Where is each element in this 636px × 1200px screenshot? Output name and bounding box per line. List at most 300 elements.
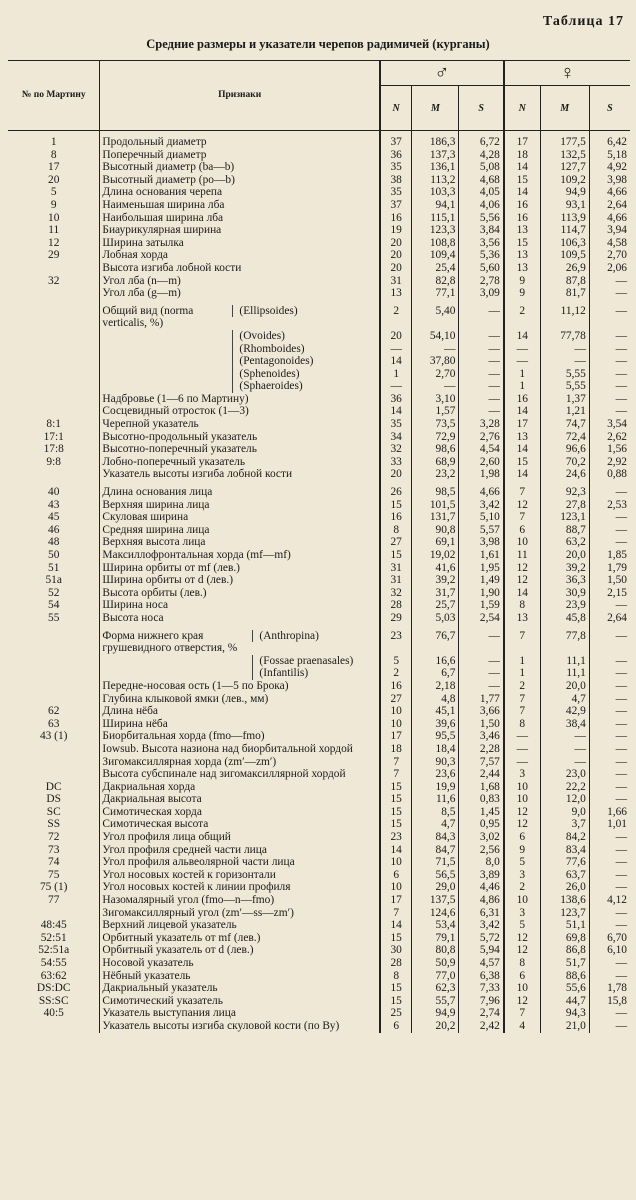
male-n-cell: 14	[380, 355, 412, 368]
table-row	[8, 418, 630, 431]
table-row	[8, 932, 630, 945]
male-n-cell: 29	[380, 612, 412, 625]
row-number: 10	[48, 211, 60, 224]
female-sd-cell: —	[589, 655, 630, 668]
male-sd-cell: 3,89	[459, 869, 504, 882]
female-n-cell: 9	[504, 275, 540, 288]
table-row	[8, 330, 630, 343]
female-sd-cell: —	[589, 743, 630, 756]
row-number	[8, 287, 100, 300]
female-mean-cell: 72,4	[540, 431, 589, 444]
table-row	[8, 562, 630, 575]
male-n-cell: —	[380, 380, 412, 393]
row-feature: Ширина орбиты от mf (лев.)	[100, 562, 380, 575]
male-sd-cell: 3,42	[459, 499, 504, 512]
row-feature: Угол профиля лица общий	[100, 831, 380, 844]
row-number: 9:8	[46, 455, 61, 468]
table-row	[8, 693, 630, 706]
row-number	[8, 468, 100, 481]
table-row	[8, 405, 630, 418]
female-n-cell: 18	[504, 149, 540, 162]
male-n-cell: 30	[380, 944, 412, 957]
female-n-cell: 1	[504, 667, 540, 680]
male-mean-cell: 2,70	[412, 368, 459, 381]
female-n-cell: 13	[504, 249, 540, 262]
group-feature-cell	[100, 380, 380, 393]
female-sd-cell: —	[589, 856, 630, 869]
male-mean-cell: 90,8	[412, 524, 459, 537]
female-n-cell: 6	[504, 524, 540, 537]
male-sd-cell: 3,42	[459, 919, 504, 932]
header-male-s: S	[459, 86, 504, 131]
female-sd-cell: 2,62	[589, 431, 630, 444]
header-female-n: N	[504, 86, 540, 131]
male-sd-cell: 6,38	[459, 970, 504, 983]
row-number: 32	[48, 274, 60, 287]
table-row	[8, 919, 630, 932]
male-mean-cell: 4,7	[412, 818, 459, 831]
male-mean-cell: 94,1	[412, 199, 459, 212]
male-mean-cell: 39,2	[412, 574, 459, 587]
female-mean-cell: 88,6	[540, 970, 589, 983]
female-n-cell: 13	[504, 262, 540, 275]
female-n-cell: 1	[504, 368, 540, 381]
male-sd-cell: 1,90	[459, 587, 504, 600]
group-feature-cell	[100, 625, 380, 655]
male-mean-cell: 16,6	[412, 655, 459, 668]
female-n-cell: 16	[504, 393, 540, 406]
male-n-cell: 16	[380, 511, 412, 524]
female-mean-cell: 24,6	[540, 468, 589, 481]
male-mean-cell: 69,1	[412, 536, 459, 549]
female-mean-cell: 39,2	[540, 562, 589, 575]
male-mean-cell: 25,7	[412, 599, 459, 612]
table-row	[8, 431, 630, 444]
male-n-cell: 20	[380, 468, 412, 481]
female-sd-cell: 2,15	[589, 587, 630, 600]
female-mean-cell: 23,0	[540, 768, 589, 781]
row-feature: Угол носовых костей к горизонтали	[100, 869, 380, 882]
female-mean-cell: 94,3	[540, 1007, 589, 1020]
table-row	[8, 856, 630, 869]
female-sd-cell: —	[589, 667, 630, 680]
male-mean-cell: 90,3	[412, 756, 459, 769]
row-number: 43 (1)	[39, 730, 68, 743]
male-sd-cell: 5,08	[459, 161, 504, 174]
row-feature: Угол лба (g—m)	[100, 287, 380, 300]
female-sd-cell: 1,79	[589, 562, 630, 575]
male-n-cell: 33	[380, 456, 412, 469]
female-sd-cell: 4,58	[589, 237, 630, 250]
male-mean-cell: 186,3	[412, 131, 459, 149]
male-n-cell: 7	[380, 907, 412, 920]
male-n-cell: 26	[380, 481, 412, 499]
row-feature: Скуловая ширина	[100, 511, 380, 524]
male-n-cell: 20	[380, 330, 412, 343]
male-mean-cell: 19,9	[412, 781, 459, 794]
table-row	[8, 768, 630, 781]
male-mean-cell: 98,6	[412, 443, 459, 456]
female-mean-cell: 11,12	[540, 300, 589, 330]
female-sd-cell: 6,70	[589, 932, 630, 945]
female-sd-cell: —	[589, 919, 630, 932]
male-sd-cell: 7,33	[459, 982, 504, 995]
female-n-cell: 5	[504, 856, 540, 869]
table-row	[8, 730, 630, 743]
female-n-cell: —	[504, 730, 540, 743]
female-sd-cell: —	[589, 599, 630, 612]
row-feature: Длина нёба	[100, 705, 380, 718]
row-number: 17:1	[43, 430, 64, 443]
male-mean-cell: 124,6	[412, 907, 459, 920]
row-number	[8, 1020, 100, 1033]
group-feature-cell	[100, 330, 380, 343]
table-row	[8, 844, 630, 857]
male-mean-cell: 101,5	[412, 499, 459, 512]
female-n-cell: 10	[504, 781, 540, 794]
male-sd-cell: —	[459, 368, 504, 381]
row-feature: Симотическая хорда	[100, 806, 380, 819]
male-sd-cell: 1,68	[459, 781, 504, 794]
male-n-cell: 6	[380, 1020, 412, 1033]
female-mean-cell: 177,5	[540, 131, 589, 149]
row-number: 75 (1)	[39, 881, 68, 894]
female-sd-cell: —	[589, 705, 630, 718]
row-feature: Сосцевидный отросток (1—3)	[100, 405, 380, 418]
row-number: 43	[48, 498, 60, 511]
male-sd-cell: 3,09	[459, 287, 504, 300]
female-sd-cell: 1,56	[589, 443, 630, 456]
female-n-cell: 1	[504, 655, 540, 668]
female-mean-cell: 94,9	[540, 186, 589, 199]
male-sd-cell: 1,77	[459, 693, 504, 706]
female-n-cell: 7	[504, 481, 540, 499]
female-mean-cell: 77,6	[540, 856, 589, 869]
male-mean-cell: 25,4	[412, 262, 459, 275]
row-feature: Высота носа	[100, 612, 380, 625]
row-number: 45	[48, 511, 60, 524]
table-row	[8, 199, 630, 212]
table-row	[8, 149, 630, 162]
male-mean-cell: 73,5	[412, 418, 459, 431]
female-n-cell: 9	[504, 287, 540, 300]
row-number: 52:51	[40, 931, 67, 944]
female-mean-cell: 77,8	[540, 625, 589, 655]
table-body	[8, 131, 630, 1033]
male-mean-cell: 3,10	[412, 393, 459, 406]
male-mean-cell: 108,8	[412, 237, 459, 250]
female-mean-cell: 93,1	[540, 199, 589, 212]
row-number: 8:1	[46, 418, 61, 431]
row-number: 75	[48, 868, 60, 881]
male-sd-cell: 2,78	[459, 275, 504, 288]
row-number: 55	[48, 611, 60, 624]
male-n-cell: 34	[380, 431, 412, 444]
table-row	[8, 249, 630, 262]
table-row	[8, 793, 630, 806]
female-sd-cell: 4,66	[589, 212, 630, 225]
row-feature: Нёбный указатель	[100, 970, 380, 983]
male-sd-cell: 3,98	[459, 536, 504, 549]
female-sd-cell: —	[589, 393, 630, 406]
female-n-cell: 1	[504, 380, 540, 393]
female-mean-cell: —	[540, 355, 589, 368]
table-row	[8, 894, 630, 907]
row-feature: Длина основания черепа	[100, 186, 380, 199]
female-sd-cell: —	[589, 481, 630, 499]
table-row	[8, 443, 630, 456]
male-n-cell: 10	[380, 881, 412, 894]
row-number	[8, 368, 100, 381]
male-n-cell: 28	[380, 957, 412, 970]
female-sd-cell: —	[589, 793, 630, 806]
female-n-cell: 17	[504, 131, 540, 149]
female-sd-cell: —	[589, 970, 630, 983]
table-row	[8, 655, 630, 668]
female-mean-cell: 84,2	[540, 831, 589, 844]
table-row	[8, 781, 630, 794]
female-n-cell: 7	[504, 693, 540, 706]
male-mean-cell: 115,1	[412, 212, 459, 225]
row-number: 29	[48, 249, 60, 262]
male-sd-cell: 0,95	[459, 818, 504, 831]
female-sd-cell: —	[589, 781, 630, 794]
male-sd-cell: 5,60	[459, 262, 504, 275]
female-mean-cell: 92,3	[540, 481, 589, 499]
female-mean-cell: 4,7	[540, 693, 589, 706]
male-sd-cell: 5,57	[459, 524, 504, 537]
female-n-cell: 10	[504, 894, 540, 907]
row-number: 17:8	[43, 443, 64, 456]
female-n-cell: 2	[504, 300, 540, 330]
female-n-cell: 12	[504, 562, 540, 575]
table-row	[8, 680, 630, 693]
female-n-cell: 14	[504, 330, 540, 343]
female-sd-cell: 1,66	[589, 806, 630, 819]
female-mean-cell: 26,0	[540, 881, 589, 894]
male-sd-cell: 2,28	[459, 743, 504, 756]
male-n-cell: 14	[380, 919, 412, 932]
male-n-cell: 19	[380, 224, 412, 237]
row-feature: Назомалярный угол (fmo—n—fmo)	[100, 894, 380, 907]
table-row	[8, 468, 630, 481]
male-sd-cell: 0,83	[459, 793, 504, 806]
female-mean-cell: 69,8	[540, 932, 589, 945]
male-mean-cell: 53,4	[412, 919, 459, 932]
group-feature-cell	[100, 368, 380, 381]
female-n-cell: 7	[504, 705, 540, 718]
table-row	[8, 743, 630, 756]
table-row	[8, 612, 630, 625]
female-n-cell: 2	[504, 680, 540, 693]
row-feature: Орбитный указатель от mf (лев.)	[100, 932, 380, 945]
female-sd-cell: 6,10	[589, 944, 630, 957]
female-n-cell: 3	[504, 907, 540, 920]
female-mean-cell: 5,55	[540, 380, 589, 393]
row-number: 12	[48, 236, 60, 249]
row-feature: Надбровье (1—6 по Мартину)	[100, 393, 380, 406]
male-n-cell: 14	[380, 405, 412, 418]
table-row	[8, 995, 630, 1008]
female-n-cell: —	[504, 343, 540, 356]
female-mean-cell: 11,1	[540, 655, 589, 668]
male-mean-cell: 54,10	[412, 330, 459, 343]
female-n-cell: 5	[504, 919, 540, 932]
table-row	[8, 625, 630, 655]
female-sd-cell: 1,01	[589, 818, 630, 831]
female-n-cell: 14	[504, 468, 540, 481]
male-sd-cell: 4,54	[459, 443, 504, 456]
table-row	[8, 131, 630, 149]
row-number: 46	[48, 523, 60, 536]
row-feature: Биаурикулярная ширина	[100, 224, 380, 237]
male-mean-cell: 29,0	[412, 881, 459, 894]
male-n-cell: 31	[380, 574, 412, 587]
row-feature: Угол лба (n—m)	[100, 275, 380, 288]
row-feature: Симотическая высота	[100, 818, 380, 831]
female-mean-cell: 3,7	[540, 818, 589, 831]
male-n-cell: 17	[380, 730, 412, 743]
female-n-cell: 12	[504, 499, 540, 512]
row-number	[8, 262, 100, 275]
male-sd-cell: —	[459, 680, 504, 693]
female-mean-cell: 127,7	[540, 161, 589, 174]
female-sd-cell: —	[589, 844, 630, 857]
male-n-cell: 15	[380, 806, 412, 819]
female-mean-cell: 113,9	[540, 212, 589, 225]
female-n-cell: 4	[504, 1020, 540, 1033]
female-sd-cell: —	[589, 300, 630, 330]
male-mean-cell: 20,2	[412, 1020, 459, 1033]
row-number	[8, 625, 100, 655]
male-mean-cell: 77,1	[412, 287, 459, 300]
female-mean-cell: —	[540, 743, 589, 756]
male-sd-cell: 2,74	[459, 1007, 504, 1020]
male-mean-cell: 37,80	[412, 355, 459, 368]
female-sd-cell: —	[589, 693, 630, 706]
female-mean-cell: 30,9	[540, 587, 589, 600]
table-row	[8, 355, 630, 368]
table-row	[8, 881, 630, 894]
female-sd-cell: 5,18	[589, 149, 630, 162]
male-sd-cell: 3,46	[459, 730, 504, 743]
female-mean-cell: 109,5	[540, 249, 589, 262]
female-n-cell: 7	[504, 1007, 540, 1020]
table-row	[8, 831, 630, 844]
table-row	[8, 224, 630, 237]
male-n-cell: 8	[380, 970, 412, 983]
male-sd-cell: 1,45	[459, 806, 504, 819]
female-n-cell: —	[504, 743, 540, 756]
female-sd-cell: —	[589, 330, 630, 343]
female-n-cell: 14	[504, 405, 540, 418]
table-row	[8, 524, 630, 537]
male-sd-cell: 4,86	[459, 894, 504, 907]
male-n-cell: 25	[380, 1007, 412, 1020]
female-mean-cell: 38,4	[540, 718, 589, 731]
male-sd-cell: 5,56	[459, 212, 504, 225]
female-sd-cell: —	[589, 405, 630, 418]
female-mean-cell: 36,3	[540, 574, 589, 587]
female-mean-cell: 83,4	[540, 844, 589, 857]
female-mean-cell: 123,1	[540, 511, 589, 524]
female-n-cell: 10	[504, 793, 540, 806]
row-number: 11	[48, 224, 60, 237]
male-mean-cell: 6,7	[412, 667, 459, 680]
female-n-cell: 13	[504, 612, 540, 625]
female-n-cell: 13	[504, 431, 540, 444]
table-label: Таблица 17	[542, 14, 624, 29]
male-mean-cell: 77,0	[412, 970, 459, 983]
female-n-cell: 14	[504, 443, 540, 456]
male-n-cell: 31	[380, 562, 412, 575]
row-feature: Носовой указатель	[100, 957, 380, 970]
male-sd-cell: 1,49	[459, 574, 504, 587]
female-mean-cell: 20,0	[540, 549, 589, 562]
row-number: SS	[47, 818, 61, 831]
row-feature: Верхняя ширина лица	[100, 499, 380, 512]
male-mean-cell: 98,5	[412, 481, 459, 499]
male-sd-cell: 1,95	[459, 562, 504, 575]
row-feature: Глубина клыковой ямки (лев., мм)	[100, 693, 380, 706]
row-number: 48:45	[40, 919, 67, 932]
female-mean-cell: 109,2	[540, 174, 589, 187]
male-sd-cell: 6,72	[459, 131, 504, 149]
group-feature-cell	[100, 300, 380, 330]
female-n-cell: 7	[504, 511, 540, 524]
table-row	[8, 818, 630, 831]
header-female: ♀	[504, 61, 630, 86]
row-number: 51	[48, 561, 60, 574]
row-number	[8, 380, 100, 393]
male-sd-cell: 4,28	[459, 149, 504, 162]
male-mean-cell: 55,7	[412, 995, 459, 1008]
female-n-cell: —	[504, 355, 540, 368]
female-sd-cell: —	[589, 380, 630, 393]
male-mean-cell: 80,8	[412, 944, 459, 957]
row-feature: Симотический указатель	[100, 995, 380, 1008]
table-row	[8, 368, 630, 381]
header-female-s: S	[589, 86, 630, 131]
female-n-cell: 8	[504, 599, 540, 612]
male-mean-cell: 8,5	[412, 806, 459, 819]
female-sd-cell: 0,88	[589, 468, 630, 481]
row-number: 50	[48, 549, 60, 561]
row-number	[8, 667, 100, 680]
female-n-cell: 3	[504, 869, 540, 882]
male-sd-cell: 2,44	[459, 768, 504, 781]
row-feature: Угол профиля альвеолярной части лица	[100, 856, 380, 869]
female-sd-cell: —	[589, 756, 630, 769]
male-n-cell: 36	[380, 393, 412, 406]
male-n-cell: 10	[380, 856, 412, 869]
female-sd-cell: 1,78	[589, 982, 630, 995]
row-feature: Лобная хорда	[100, 249, 380, 262]
row-feature: Высотно-поперечный указатель	[100, 443, 380, 456]
group-label: Общий вид (norma verticalis, %)	[102, 304, 194, 330]
male-n-cell: 15	[380, 982, 412, 995]
header-female-m: M	[540, 86, 589, 131]
female-mean-cell: 42,9	[540, 705, 589, 718]
row-feature: Продольный диаметр	[100, 131, 380, 149]
male-sd-cell: 3,28	[459, 418, 504, 431]
table-row	[8, 957, 630, 970]
female-mean-cell: 1,37	[540, 393, 589, 406]
male-mean-cell: —	[412, 343, 459, 356]
male-mean-cell: 131,7	[412, 511, 459, 524]
row-feature: Средняя ширина лица	[100, 524, 380, 537]
table-row	[8, 212, 630, 225]
